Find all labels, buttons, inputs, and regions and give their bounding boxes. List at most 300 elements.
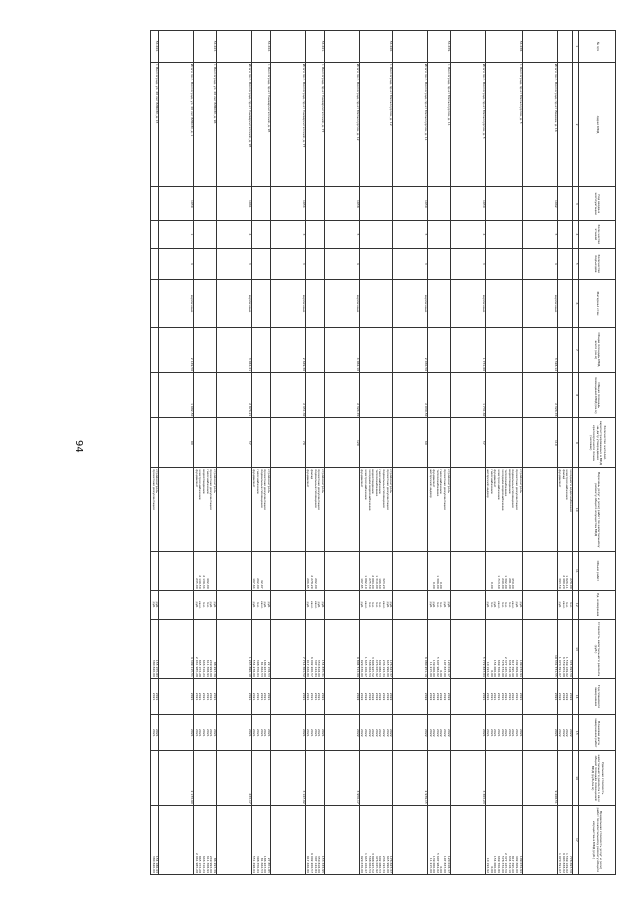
table-cell [359, 280, 392, 328]
table-cell [428, 221, 451, 248]
list-item: 167,85 [360, 578, 365, 589]
table-cell: 2021 [450, 678, 485, 714]
list-item: 2022 [561, 692, 566, 701]
list-item: 669 706,86 [497, 855, 502, 873]
table-row [305, 31, 324, 875]
list-item: 167,64 [252, 578, 257, 589]
list-item: 2022 [446, 729, 451, 737]
list-item: 2021 [497, 692, 502, 701]
list-item: кв.м. [511, 600, 516, 609]
list-item: 2021 [259, 692, 264, 701]
list-item: 2021 [263, 692, 268, 701]
list-item: руб. [389, 601, 394, 609]
list-item: 2021 [252, 692, 257, 701]
list-item: 0,00 [439, 866, 444, 873]
list-item: 2022 [378, 729, 383, 737]
list-item: 350 818,00 [317, 855, 322, 873]
table-cell: 1950 [450, 187, 485, 221]
list-item [389, 553, 393, 589]
table-cell: 2021 [270, 715, 305, 751]
list-item: руб. [446, 601, 451, 609]
table-cell: 1 245 896,10 [216, 620, 251, 679]
list-item: 6 002 200,57 [310, 852, 314, 873]
list-item: электроснабжение [363, 469, 368, 500]
list-item: 2022 [367, 692, 372, 701]
row-number: 56.440. [359, 31, 392, 63]
list-item: 380 820,00 [151, 659, 156, 677]
table-cell: 4 [522, 248, 557, 280]
list-item: 2 961 985,28 [194, 852, 199, 873]
table-cell [305, 327, 324, 372]
list-item: стройконтроль [212, 469, 217, 494]
list-item: холодное водоснабжение [500, 469, 505, 511]
list-item: руб. [320, 601, 325, 609]
table-cell: 2 979,15 [393, 751, 428, 805]
list-item: 196,60 [378, 578, 383, 589]
list-item: 1 309,00 [435, 575, 440, 589]
list-item: стройконтроль [446, 469, 451, 494]
list-item: кв.м. [310, 600, 314, 609]
table-cell [557, 187, 572, 221]
list-item: руб. [155, 601, 160, 609]
cost-list [194, 620, 217, 679]
list-item: 0,00 [489, 670, 494, 677]
table-cell [522, 552, 557, 591]
volume-list [359, 552, 392, 591]
year-list [557, 678, 572, 714]
list-item: 2022 [371, 692, 376, 701]
list-item: 2 377 165,56 [504, 852, 509, 873]
list-item: руб. [493, 601, 498, 609]
list-item: 3 898 925,52 [371, 656, 376, 677]
table-row [151, 31, 159, 875]
list-item: 197 837,00 [443, 659, 448, 677]
table-row [324, 31, 359, 875]
list-item: 2021 [266, 729, 271, 737]
table-cell: 2021 [159, 715, 194, 751]
year-list [359, 678, 392, 714]
column-header: Количество жителей, зарегистрированных в МКД на дату утверждения краткосрочного плана (человек) [579, 418, 616, 468]
column-number: 16 [573, 751, 579, 805]
list-item: 817 395,60 [511, 659, 516, 677]
list-item: 235,00 [194, 578, 199, 589]
list-item: фундамент [252, 469, 257, 488]
list-item: электроснабжение [198, 469, 203, 500]
list-item: 1 645 106,47 [363, 852, 368, 873]
table-cell: 7 714 301,52 [270, 620, 305, 679]
list-item: фасад [561, 469, 566, 480]
list-item: 2021 [151, 729, 156, 737]
list-item: 917 466,80 [306, 855, 311, 873]
table-cell [251, 327, 270, 372]
list-item: 139 000,00 [432, 659, 437, 677]
list-item: руб. [518, 601, 523, 609]
column-number: 3 [573, 187, 579, 221]
list-item: 402 609,00 [515, 855, 520, 873]
list-item: 323,20 [381, 578, 386, 589]
table-cell [194, 280, 217, 328]
list-item: 10 193,92 [486, 857, 491, 873]
list-item: 307 124,84 [313, 855, 318, 873]
column-number: 17 [573, 805, 579, 874]
table-header-row [579, 31, 616, 875]
table-cell [522, 468, 557, 552]
row-number: 56.441. [305, 31, 324, 63]
list-item: 2021 [212, 729, 217, 737]
unit-list [428, 590, 451, 619]
list-item: подвальные помещения [313, 469, 318, 508]
list-item: подвальные помещения [511, 469, 516, 508]
table-cell: 3 328,12 [522, 327, 557, 372]
list-item: 2021 [194, 692, 199, 701]
list-item: 307 124,84 [313, 659, 318, 677]
list-item: 0,00 [439, 670, 444, 677]
list-item: 2022 [428, 729, 433, 737]
list-item: кв.м. [381, 600, 386, 609]
list-item: 2022 [385, 692, 390, 701]
table-cell [194, 373, 217, 418]
table-cell: 3 044,41 [216, 327, 251, 372]
list-item: 2021 [507, 692, 512, 701]
list-item: 176 627,37 [389, 659, 394, 677]
list-item: проектная документация [317, 469, 322, 510]
list-item: 2021 [500, 729, 505, 737]
table-cell: 4 [450, 221, 485, 248]
table-cell [305, 418, 324, 468]
list-item: 1 070 391,07 [558, 852, 563, 873]
list-item: руб. [306, 601, 311, 609]
list-item: 2021 [151, 692, 156, 701]
list-item: 206,85 [306, 578, 311, 589]
list-item: 817 395,60 [511, 855, 516, 873]
list-item: 2 377 165,56 [504, 656, 509, 677]
max-cost-list [305, 805, 324, 874]
list-item: 2021 [320, 729, 325, 737]
table-cell [251, 751, 270, 805]
list-item: газоснабжение [205, 469, 210, 494]
list-item: 2021 [515, 692, 520, 701]
address: г. Волгоград, пр-кт Университетский, д. 77 [305, 62, 324, 187]
list-item: 6 559 954,08 [561, 656, 566, 677]
table-cell: 2022 [393, 715, 428, 751]
list-item: 2021 [310, 692, 314, 701]
table-cell: 4 [159, 248, 194, 280]
list-item [320, 553, 324, 589]
list-item: 0,00 [432, 581, 437, 589]
table-cell: 2022 [393, 678, 428, 714]
unit-list [485, 590, 522, 619]
table-cell: 1959 [159, 187, 194, 221]
table-cell: 1954 [270, 187, 305, 221]
table-cell: 1 731,60 [450, 373, 485, 418]
table-cell: 5 [324, 221, 359, 248]
table-cell [428, 248, 451, 280]
list-item: 2021 [310, 729, 314, 737]
list-item: 2021 [486, 729, 491, 737]
table-cell: кирпичные [216, 280, 251, 328]
page-number: 94 [73, 440, 84, 453]
list-item: 2021 [500, 692, 505, 701]
list-item: 155 155,83 [155, 659, 160, 677]
work-list [485, 468, 522, 552]
table-cell: 2021 [522, 678, 557, 714]
table-cell: 19 331 771,55 [522, 620, 557, 679]
list-item: 350 818,00 [317, 659, 322, 677]
max-cost-list [151, 805, 159, 874]
list-item: 10 193,92 [486, 661, 491, 677]
table-cell [428, 327, 451, 372]
cost-list [557, 620, 572, 679]
table-cell: 1950 [393, 187, 428, 221]
list-item: 154 186,43 [155, 855, 160, 873]
list-item: 2022 [381, 729, 386, 737]
table-cell [522, 590, 557, 619]
list-item: 2022 [360, 692, 365, 701]
column-header: Удельная стоимость капитального ремонта 1 кв.м общей площади помещений МКД (руб./кв.м) [579, 751, 616, 805]
list-item: 2022 [389, 692, 394, 701]
list-item: газоснабжение [489, 469, 494, 494]
list-item: п.м. [500, 601, 505, 608]
table-cell: 2 149,50 [159, 327, 194, 372]
table-cell: 2021 [270, 678, 305, 714]
list-item: 1 302,00 [504, 575, 509, 589]
list-item: 2021 [504, 729, 509, 737]
table-cell [251, 221, 270, 248]
table-cell [159, 552, 194, 591]
list-item: водоотведение [371, 469, 376, 494]
list-item: 450,00 [511, 578, 516, 589]
year-list [305, 678, 324, 714]
table-cell: 60 [393, 418, 428, 468]
table-cell: кирпичные [324, 280, 359, 328]
table-cell: 3 950,17 [324, 751, 359, 805]
list-item: 2021 [507, 729, 512, 737]
table-cell: 2 876,21 [216, 373, 251, 418]
list-item: 5 607 982,02 [435, 656, 440, 677]
list-item: руб. [252, 601, 257, 609]
volume-list [428, 552, 451, 591]
column-number: 9 [573, 418, 579, 468]
list-item: п.м. [569, 601, 573, 608]
table-cell [450, 805, 485, 874]
table-cell [151, 221, 159, 248]
table-cell: 2 030,50 [393, 327, 428, 372]
list-item: 2021 [317, 729, 322, 737]
table-cell [324, 552, 359, 591]
table-cell [194, 221, 217, 248]
list-item: руб. [212, 601, 217, 609]
list-item: 2021 [263, 729, 268, 737]
list-item: проектная документация [151, 469, 156, 510]
column-number: 11 [573, 552, 579, 591]
address: г. Волгоград, ул. 40 лет ВЛКСМ, д. 96 [194, 62, 217, 187]
table-cell: 1 731,60 [450, 327, 485, 372]
list-item: 2022 [565, 692, 570, 701]
list-item: 2022 [371, 729, 376, 737]
unit-list [194, 590, 217, 619]
table-cell [485, 751, 522, 805]
address-total: Итого по г. Волгоград, пр-кт Университетский, д. 77 [270, 62, 305, 187]
list-item: 86 297,39 [212, 857, 217, 873]
list-item: 402,00 [205, 578, 210, 589]
table-cell: 2 649,30 [270, 327, 305, 372]
table-cell: кирпичные [450, 280, 485, 328]
list-item: стройконтроль [266, 469, 271, 494]
list-item: 27 851,85 [266, 857, 271, 873]
table-cell [450, 552, 485, 591]
table-cell [450, 468, 485, 552]
list-item: теплоснабжение [435, 469, 440, 497]
table-cell [159, 31, 194, 63]
list-item: 22 158,53 [266, 661, 271, 677]
cost-list [151, 620, 159, 679]
table-row [428, 31, 451, 875]
list-item: 2022 [565, 729, 570, 737]
table-cell: кирпичные [393, 280, 428, 328]
table-cell [428, 373, 451, 418]
table-cell [305, 280, 324, 328]
list-item: 2021 [518, 729, 523, 737]
table-cell [151, 373, 159, 418]
table-cell [485, 221, 522, 248]
address-total: Итого по г. Волгоград, пр-кт Ленина, д. 16 [522, 62, 557, 187]
address: г. Волгоград, пр-кт Металлургов, д. 12 [359, 62, 392, 187]
list-item: 3 898 925,52 [371, 852, 376, 873]
address-total: Итого по г. Волгоград, пр-кт Металлургов, д. 12 [324, 62, 359, 187]
address-total: Итого по г. Волгоград, ул. 40 лет ВЛКСМ, д. 1 [159, 62, 194, 187]
column-number: 14 [573, 678, 579, 714]
list-item: 2021 [209, 692, 214, 701]
list-item: 669 706,86 [497, 659, 502, 677]
list-item: руб. [209, 601, 214, 609]
row-number: 56.444. [151, 31, 159, 63]
list-item: авторский надзор [486, 469, 491, 498]
table-row [450, 31, 485, 875]
table-cell [151, 327, 159, 372]
table-cell [557, 221, 572, 248]
list-item [155, 553, 159, 589]
max-cost-list [557, 805, 572, 874]
table-cell: 2 173,90 [159, 751, 194, 805]
list-item: 929 670,00 [360, 855, 365, 873]
list-item: 2022 [389, 729, 394, 737]
year-list [428, 678, 451, 714]
list-item: руб. [486, 601, 491, 609]
table-cell: 3 [393, 248, 428, 280]
table-cell: 9 268,51 [522, 751, 557, 805]
list-item: 2021 [256, 692, 261, 701]
list-item: п.м. [374, 601, 379, 608]
list-item: 578 372,00 [500, 855, 505, 873]
address: г. Волгоград, ул. 40 лет ВЛКСМ, д. 15 [151, 62, 159, 187]
list-item: водоотведение [507, 469, 512, 494]
list-item: 109 074,94 [518, 659, 523, 677]
cost-list [359, 620, 392, 679]
list-item: 236 193,34 [381, 659, 386, 677]
column-header: Общая площадь помещений МКД (кв.м) [579, 373, 616, 418]
table-cell [151, 187, 159, 221]
table-cell [393, 468, 428, 552]
list-item: 2022 [439, 692, 444, 701]
list-item: фундамент [306, 469, 311, 488]
table-cell [194, 187, 217, 221]
list-item: 236 193,34 [381, 855, 386, 873]
column-number-row [573, 31, 579, 875]
list-item: 2022 [558, 729, 563, 737]
list-item: фасад [310, 469, 314, 480]
column-header: Ед. измерения [579, 590, 616, 619]
list-item: 262,00 [256, 578, 261, 589]
address-total: Итого по г. Волгоград, пр-кт Металлургов, д. 5 [450, 62, 485, 187]
list-item: 2021 [155, 692, 160, 701]
list-item: 2021 [486, 692, 491, 701]
list-item: 476 045,92 [374, 855, 379, 873]
list-item: руб. [515, 601, 520, 609]
table-cell [305, 751, 324, 805]
list-item: 2021 [306, 692, 311, 701]
list-item: 2021 [497, 729, 502, 737]
column-header: № п/п [579, 31, 616, 63]
unit-list [359, 590, 392, 619]
column-header: Объем работ [579, 552, 616, 591]
list-item: газоснабжение [439, 469, 444, 494]
table-cell: 2021 [216, 678, 251, 714]
list-item: 2022 [569, 729, 573, 737]
list-item: 551 498,04 [252, 855, 257, 873]
list-item: 646 316,24 [202, 659, 207, 677]
list-item: 646 316,24 [202, 855, 207, 873]
list-item: 281,00 [507, 578, 512, 589]
table-row [194, 31, 217, 875]
column-header: Стоимость капитального ремонта (руб.) [579, 620, 616, 679]
table-cell: 57 [450, 418, 485, 468]
list-item: 2021 [504, 692, 509, 701]
table-cell: 2021 [522, 715, 557, 751]
column-header: Перечень услуг и (или) работ по капитальному ремонту общего имущества МКД [579, 468, 616, 552]
list-item: 2022 [374, 692, 379, 701]
work-list [428, 468, 451, 552]
table-cell [305, 187, 324, 221]
date-list [151, 715, 159, 751]
list-item: 2021 [205, 729, 210, 737]
table-cell [305, 373, 324, 418]
list-item: 154 000,00 [493, 855, 498, 873]
table-cell: 1961 [216, 187, 251, 221]
cost-list [485, 620, 522, 679]
table-cell: 57 [216, 418, 251, 468]
list-item: 1 569 169,02 [565, 656, 570, 677]
list-item: 2022 [367, 729, 372, 737]
list-item: кв.м. [497, 600, 502, 609]
table-cell [216, 468, 251, 552]
column-number: 2 [573, 62, 579, 187]
list-item: п.м. [256, 601, 261, 608]
list-item: 380 820,00 [151, 855, 156, 873]
list-item: электроснабжение [497, 469, 502, 500]
list-item: 2 961 985,28 [194, 656, 199, 677]
table-row [159, 31, 194, 875]
cost-list [305, 620, 324, 679]
table-cell: 2021 [450, 715, 485, 751]
column-number: 7 [573, 327, 579, 372]
table-cell [359, 221, 392, 248]
year-list [251, 678, 270, 714]
list-item: проектная документация [515, 469, 520, 510]
list-item: п.м. [435, 601, 440, 608]
table-cell [251, 418, 270, 468]
table-cell [151, 751, 159, 805]
table-cell: 2021 [159, 678, 194, 714]
